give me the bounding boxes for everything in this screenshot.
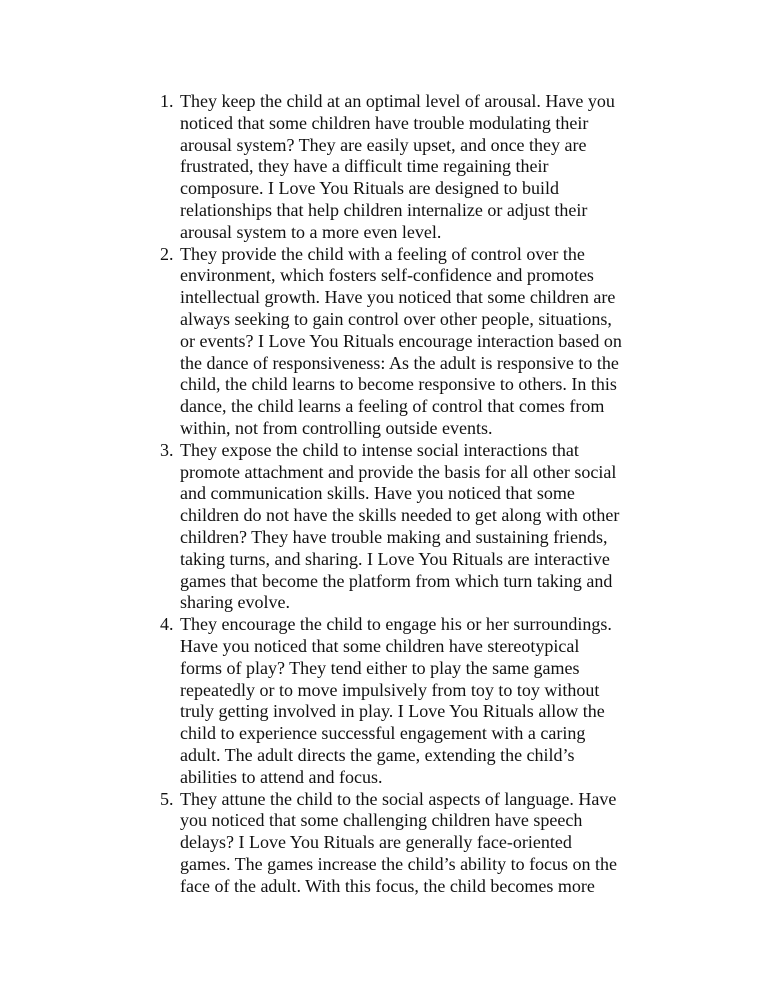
list-item-text	[180, 244, 650, 440]
text-line: delays? I Love You Rituals are generally face-oriented	[180, 832, 572, 853]
text-line: taking turns, and sharing. I Love You Rituals are interactive	[180, 548, 610, 569]
text-line: truly getting involved in play. I Love You Rituals allow the	[180, 701, 605, 722]
text-line: frustrated, they have a difficult time regaining their	[180, 156, 549, 177]
text-line: adult. The adult directs the game, extending the child’s	[180, 744, 575, 765]
list-item	[160, 440, 650, 614]
text-line: relationships that help children internalize or adjust their	[180, 199, 588, 220]
text-line: games. The games increase the child’s ability to focus on the	[180, 853, 618, 874]
text-line: arousal system to a more even level.	[180, 221, 442, 242]
text-line: children do not have the skills needed to get along with other	[180, 505, 620, 526]
list-item-text	[180, 789, 650, 898]
text-line: They provide the child with a feeling of control over the	[180, 243, 585, 264]
text-line: They encourage the child to engage his or her surroundings.	[180, 614, 612, 635]
text-line: They attune the child to the social aspects of language. Have	[180, 788, 617, 809]
text-line: noticed that some children have trouble modulating their	[180, 112, 589, 133]
text-line: the dance of responsiveness: As the adult is responsive to the	[180, 352, 619, 373]
text-line: or events? I Love You Rituals encourage interaction based on	[180, 330, 622, 351]
text-line: always seeking to gain control over other people, situations,	[180, 308, 612, 329]
text-line: you noticed that some challenging children have speech	[180, 810, 583, 831]
text-line: dance, the child learns a feeling of control that comes from	[180, 396, 605, 417]
list-item-number: 5.	[160, 788, 174, 809]
text-line: child to experience successful engagement with a caring	[180, 723, 586, 744]
numbered-list	[160, 91, 650, 897]
text-line: promote attachment and provide the basis for all other social	[180, 461, 617, 482]
text-line: sharing evolve.	[180, 592, 290, 613]
text-line: They keep the child at an optimal level of arousal. Have you	[180, 91, 615, 111]
list-item	[160, 244, 650, 440]
list-item	[160, 91, 650, 244]
text-line: Have you noticed that some children have stereotypical	[180, 635, 580, 656]
list-item-text	[180, 440, 650, 614]
text-line: forms of play? They tend either to play the same games	[180, 657, 580, 678]
list-item-number: 3.	[160, 439, 174, 460]
text-line: intellectual growth. Have you noticed that some children are	[180, 287, 616, 308]
list-item	[160, 789, 650, 898]
text-line: abilities to attend and focus.	[180, 766, 383, 787]
text-line: children? They have trouble making and sustaining friends,	[180, 526, 608, 547]
text-line: face of the adult. With this focus, the child becomes more	[180, 875, 595, 896]
list-item-number: 2.	[160, 243, 174, 264]
text-line: They expose the child to intense social interactions that	[180, 439, 579, 460]
list-item	[160, 614, 650, 788]
text-line: repeatedly or to move impulsively from toy to toy without	[180, 679, 600, 700]
list-item-text	[180, 614, 650, 788]
text-line: child, the child learns to become responsive to others. In this	[180, 374, 617, 395]
text-line: composure. I Love You Rituals are designed to build	[180, 178, 559, 199]
text-line: and communication skills. Have you noticed that some	[180, 483, 575, 504]
text-line: games that become the platform from which turn taking and	[180, 570, 613, 591]
text-line: arousal system? They are easily upset, and once they are	[180, 134, 587, 155]
text-line: environment, which fosters self-confidence and promotes	[180, 265, 594, 286]
list-item-number: 4.	[160, 614, 174, 635]
list-item-text	[180, 91, 650, 244]
text-line: within, not from controlling outside events.	[180, 417, 493, 438]
list-item-number: 1.	[160, 91, 174, 111]
